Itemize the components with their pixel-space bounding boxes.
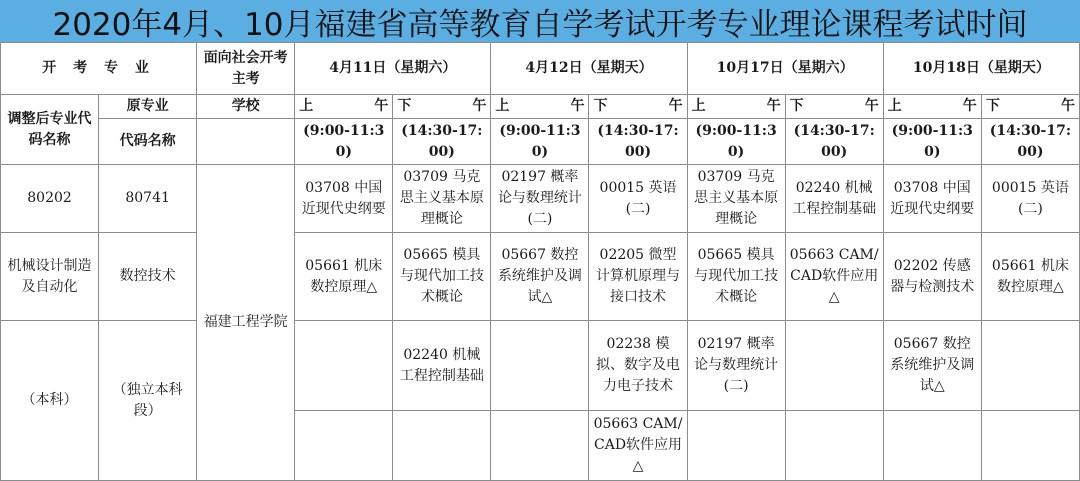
header-date-1: 4月11日（星期六） bbox=[295, 43, 491, 95]
course-cell: 02197 概率论与数理统计(二) bbox=[491, 165, 589, 233]
major-new-level: （本科） bbox=[1, 321, 99, 481]
course-cell: 02202 传感器与检测技术 bbox=[883, 233, 981, 321]
header-adjusted-code-name: 调整后专业代码名称 bbox=[1, 95, 99, 165]
course-cell: 02205 微型计算机原理与接口技术 bbox=[589, 233, 687, 321]
course-cell: 03709 马克思主义基本原理概论 bbox=[687, 165, 785, 233]
header-row-time bbox=[1, 119, 1080, 165]
header-original-major: 原专业 bbox=[99, 95, 197, 119]
major-new-name: 机械设计制造及自动化 bbox=[1, 233, 99, 321]
course-cell: 02240 机械工程控制基础 bbox=[785, 165, 883, 233]
major-old-code: 80741 bbox=[99, 165, 197, 233]
session-am: 上午 bbox=[491, 95, 589, 119]
course-cell bbox=[491, 321, 589, 411]
course-cell: 00015 英语(二) bbox=[589, 165, 687, 233]
table-row bbox=[1, 233, 1080, 321]
course-cell: 05661 机床数控原理△ bbox=[295, 233, 393, 321]
table-row bbox=[1, 321, 1080, 411]
course-cell bbox=[981, 411, 1079, 481]
course-cell bbox=[295, 411, 393, 481]
school-name: 福建工程学院 bbox=[197, 165, 295, 481]
course-cell bbox=[687, 411, 785, 481]
course-cell bbox=[785, 321, 883, 411]
course-cell: 03708 中国近现代史纲要 bbox=[883, 165, 981, 233]
session-pm: 下午 bbox=[981, 95, 1079, 119]
header-row-dates bbox=[1, 43, 1080, 95]
table-row bbox=[1, 165, 1080, 233]
course-cell: 05663 CAM/CAD软件应用△ bbox=[589, 411, 687, 481]
header-school-group: 面向社会开考主考 bbox=[197, 43, 295, 95]
session-pm-time: (14:30-17:00) bbox=[981, 119, 1079, 165]
header-date-4: 10月18日（星期天） bbox=[883, 43, 1079, 95]
session-pm-time: (14:30-17:00) bbox=[589, 119, 687, 165]
major-old-level: （独立本科段） bbox=[99, 321, 197, 481]
session-pm: 下午 bbox=[589, 95, 687, 119]
course-cell bbox=[981, 321, 1079, 411]
header-code-name: 代码名称 bbox=[99, 119, 197, 165]
session-am-time: (9:00-11:30) bbox=[883, 119, 981, 165]
course-cell: 03709 马克思主义基本原理概论 bbox=[393, 165, 491, 233]
session-am-time: (9:00-11:30) bbox=[295, 119, 393, 165]
course-cell: 02240 机械工程控制基础 bbox=[393, 321, 491, 411]
session-am: 上午 bbox=[883, 95, 981, 119]
course-cell: 02197 概率论与数理统计(二) bbox=[687, 321, 785, 411]
course-cell: 05663 CAM/CAD软件应用△ bbox=[785, 233, 883, 321]
header-school: 学校 bbox=[197, 95, 295, 119]
course-cell: 00015 英语(二) bbox=[981, 165, 1079, 233]
course-cell: 05667 数控系统维护及调试△ bbox=[883, 321, 981, 411]
course-cell bbox=[295, 321, 393, 411]
exam-schedule-table bbox=[0, 42, 1080, 481]
course-cell: 05661 机床数控原理△ bbox=[981, 233, 1079, 321]
course-cell bbox=[393, 411, 491, 481]
course-cell: 05667 数控系统维护及调试△ bbox=[491, 233, 589, 321]
course-cell bbox=[883, 411, 981, 481]
major-new-code: 80202 bbox=[1, 165, 99, 233]
course-cell: 03708 中国近现代史纲要 bbox=[295, 165, 393, 233]
session-pm-time: (14:30-17:00) bbox=[785, 119, 883, 165]
session-am: 上午 bbox=[295, 95, 393, 119]
course-cell: 05665 模具与现代加工技术概论 bbox=[687, 233, 785, 321]
session-pm: 下午 bbox=[785, 95, 883, 119]
course-cell bbox=[785, 411, 883, 481]
header-row-session bbox=[1, 95, 1080, 119]
session-pm: 下午 bbox=[393, 95, 491, 119]
session-am-time: (9:00-11:30) bbox=[491, 119, 589, 165]
session-pm-time: (14:30-17:00) bbox=[393, 119, 491, 165]
course-cell: 05665 模具与现代加工技术概论 bbox=[393, 233, 491, 321]
header-date-3: 10月17日（星期六） bbox=[687, 43, 883, 95]
course-cell: 02238 模拟、数字及电力电子技术 bbox=[589, 321, 687, 411]
session-am: 上午 bbox=[687, 95, 785, 119]
session-am-time: (9:00-11:30) bbox=[687, 119, 785, 165]
header-blank bbox=[197, 119, 295, 165]
header-major-group: 开 考 专 业 bbox=[1, 43, 197, 95]
major-old-name: 数控技术 bbox=[99, 233, 197, 321]
course-cell bbox=[491, 411, 589, 481]
page-title: 2020年4月、10月福建省高等教育自学考试开考专业理论课程考试时间 bbox=[0, 0, 1080, 43]
header-date-2: 4月12日（星期天） bbox=[491, 43, 687, 95]
